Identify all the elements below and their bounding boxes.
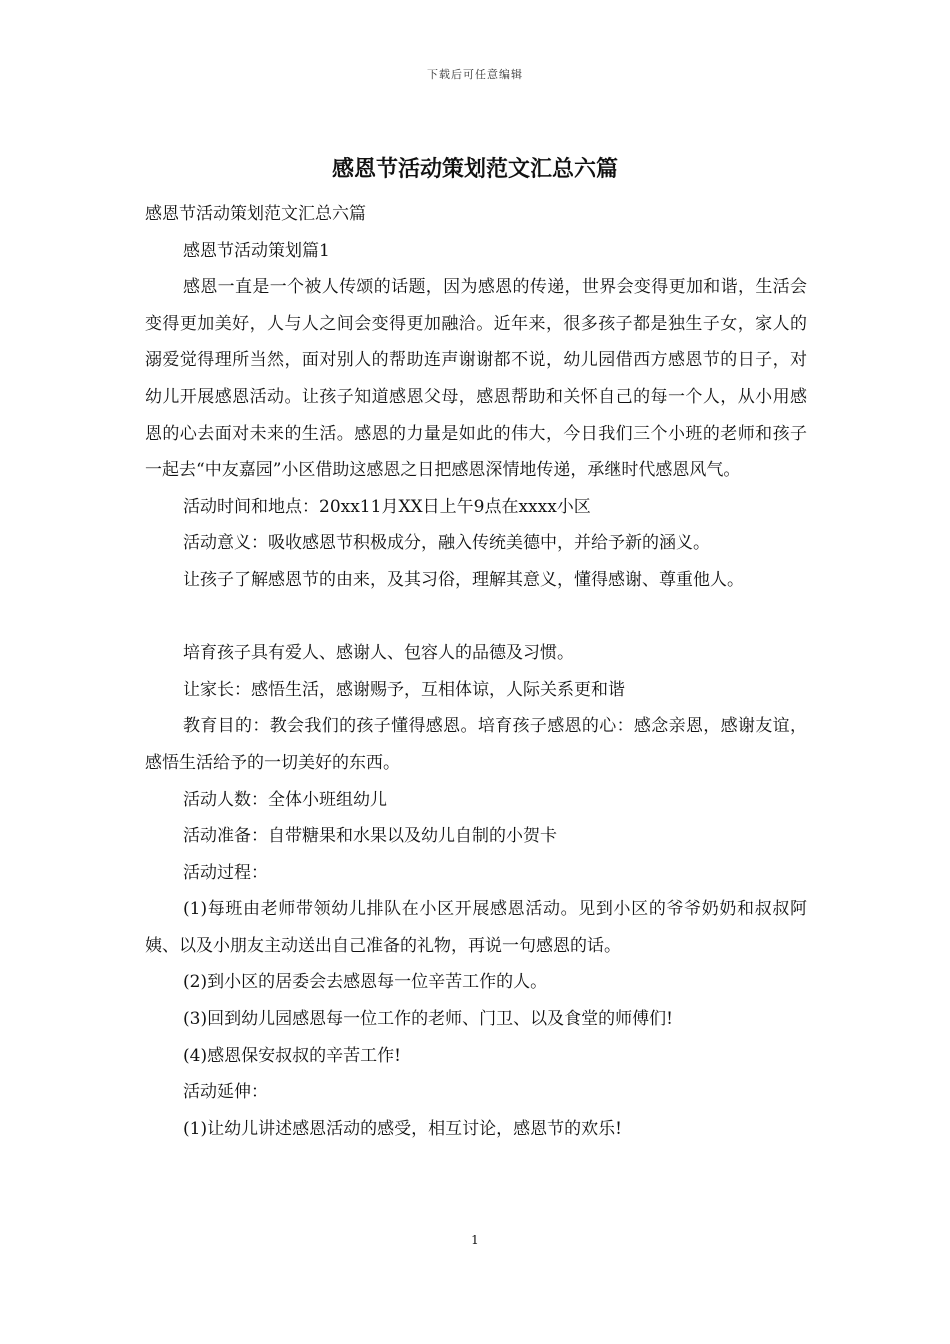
list-item: (1)让幼儿讲述感恩活动的感受，相互讨论，感恩节的欢乐! xyxy=(183,1118,622,1139)
paragraph-understand: 让孩子了解感恩节的由来，及其习俗，理解其意义，懂得感谢、尊重他人。 xyxy=(183,569,744,590)
paragraph-extension-heading: 活动延伸： xyxy=(183,1082,268,1103)
paragraph-participants: 活动人数：全体小班组幼儿 xyxy=(183,789,387,810)
document-title: 感恩节活动策划范文汇总六篇 xyxy=(331,156,618,182)
list-item: (1)每班由老师带领幼儿排队在小区开展感恩活动。见到小区的爷爷奶奶和叔叔阿姨、以及小朋友主动送出自己准备的礼物，再说一句感恩的话。 xyxy=(145,899,807,956)
page-number: 1 xyxy=(471,1233,479,1247)
paragraph-preparation: 活动准备：自带糖果和水果以及幼儿自制的小贺卡 xyxy=(183,826,557,847)
paragraph-cultivate: 培育孩子具有爱人、感谢人、包容人的品德及习惯。 xyxy=(183,643,574,664)
blank-line xyxy=(145,599,807,636)
paragraph-time-place: 活动时间和地点：20xx11月XX日上午9点在xxxx小区 xyxy=(183,496,591,517)
header-note: 下载后可任意编辑 xyxy=(427,68,523,81)
paragraph-process-heading: 活动过程： xyxy=(183,862,268,883)
list-item: (4)感恩保安叔叔的辛苦工作! xyxy=(183,1045,401,1066)
paragraph-education-goal: 教育目的：教会我们的孩子懂得感恩。培育孩子感恩的心：感念亲恩，感谢友谊，感悟生活给予的一切美好的东西。 xyxy=(145,716,807,773)
paragraph-parents: 让家长：感悟生活，感谢赐予，互相体谅，人际关系更和谐 xyxy=(183,679,625,700)
subtitle-line: 感恩节活动策划范文汇总六篇 xyxy=(145,204,366,224)
paragraph-significance: 活动意义：吸收感恩节积极成分，融入传统美德中，并给予新的涵义。 xyxy=(183,533,710,554)
section-heading: 感恩节活动策划篇1 xyxy=(183,240,330,261)
list-item: (2)到小区的居委会去感恩每一位辛苦工作的人。 xyxy=(183,972,548,993)
paragraph-intro: 感恩一直是一个被人传颂的话题，因为感恩的传递，世界会变得更加和谐，生活会变得更加美好，人与人之间会变得更加融洽。近年来，很多孩子都是独生子女，家人的溺爱觉得理所当然，面对别人的帮助连声谢谢都不说，幼儿园借西方感恩节的日子，对幼儿开展感恩活动。让孩子知道感恩父母，感恩帮助和关怀自己的每一个人，从小用感恩的心去面对未来的生活。感恩的力量是如此的伟大，今日我们三个小班的老师和孩子一起去“中友嘉园”小区借助这感恩之日把感恩深情地传递，承继时代感恩风气。 xyxy=(145,277,807,481)
list-item: (3)回到幼儿园感恩每一位工作的老师、门卫、以及食堂的师傅们! xyxy=(183,1009,673,1030)
document-body xyxy=(145,196,807,1147)
